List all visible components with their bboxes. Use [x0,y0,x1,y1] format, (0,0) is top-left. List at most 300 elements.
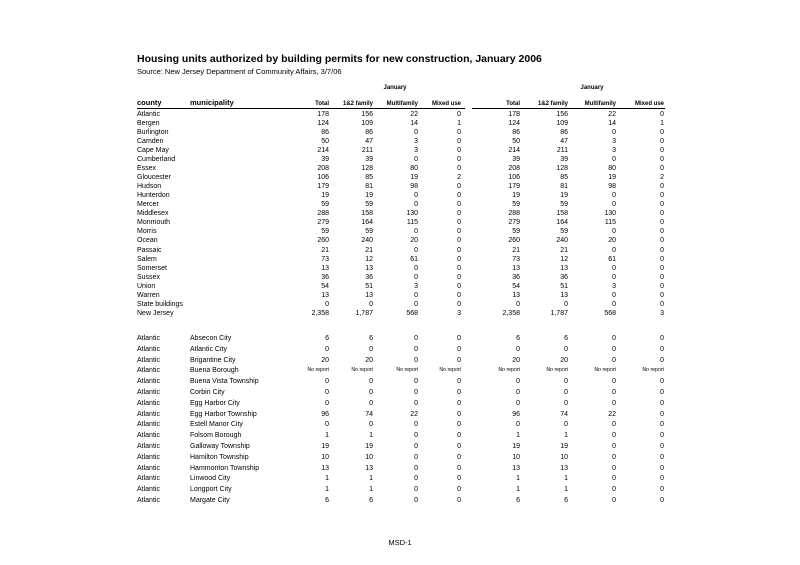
value-multifamily-2: 0 [612,246,616,254]
value-one-two-family-2: 74 [560,410,568,418]
value-mixed-use: 0 [457,246,461,254]
value-mixed-use-2: 0 [660,192,664,200]
value-total-2: 1 [516,432,520,440]
value-multifamily-2: 0 [612,421,616,429]
value-total-2: 0 [516,389,520,396]
value-mixed-use: 0 [457,146,461,154]
value-mixed-use-2: 3 [660,310,664,318]
value-one-two-family-2: 81 [560,183,568,191]
value-one-two-family-2: 10 [560,453,568,461]
value-one-two-family: 86 [365,128,373,136]
value-total-2: 2,358 [502,310,520,318]
county-name: Passaic [137,246,162,254]
value-multifamily-2: 3 [612,282,616,290]
value-multifamily-2: 0 [612,201,616,209]
value-mixed-use-2: 0 [660,389,664,396]
value-one-two-family-2: 1 [564,486,568,494]
value-total: 54 [321,282,329,290]
value-multifamily: 0 [414,335,418,342]
muni-county: Atlantic [137,356,160,364]
value-multifamily-2: 0 [612,345,616,353]
value-multifamily-2: 3 [612,146,616,154]
value-multifamily-2: 0 [612,335,616,342]
value-total: 208 [317,164,329,172]
value-multifamily: 0 [414,378,418,386]
value-multifamily-2: 20 [608,237,616,245]
header-municipality: municipality [190,98,234,107]
value-mixed-use-2: 0 [660,497,664,504]
value-one-two-family-2: 39 [560,155,568,163]
header-one-two-family: 1&2 family [342,101,373,107]
value-multifamily: 22 [410,110,418,118]
value-one-two-family-2: 1,787 [550,310,568,318]
header-county: county [137,98,162,107]
value-multifamily-2: 0 [612,192,616,200]
value-mixed-use: 0 [457,201,461,209]
value-multifamily: 0 [414,291,418,299]
value-total: 0 [325,399,329,407]
muni-county: Atlantic [137,367,160,375]
value-one-two-family: 6 [369,497,373,504]
value-total-2: 0 [516,421,520,429]
value-mixed-use-2: 0 [660,201,664,209]
value-mixed-use-2: 2 [660,173,664,181]
value-mixed-use: 0 [457,155,461,163]
value-one-two-family: 10 [365,453,373,461]
value-multifamily: 3 [414,282,418,290]
value-total: 13 [321,291,329,299]
value-mixed-use: 0 [457,475,461,483]
value-total-2: 19 [512,443,520,450]
value-mixed-use-2: 0 [660,137,664,145]
value-total: 1 [325,475,329,483]
value-mixed-use-2: 0 [660,183,664,191]
value-one-two-family-2: 13 [560,291,568,299]
value-one-two-family: 211 [361,146,373,154]
value-mixed-use: 3 [457,310,461,318]
value-multifamily-2: 568 [604,310,616,318]
value-total-2: 19 [512,192,520,200]
value-mixed-use-2: 0 [660,155,664,163]
municipality-name: Buena Borough [190,367,239,375]
value-mixed-use: 0 [457,356,461,364]
value-mixed-use-2: 0 [660,291,664,299]
value-total: No report [307,367,329,374]
value-mixed-use: 0 [457,497,461,504]
value-one-two-family: 81 [365,183,373,191]
value-one-two-family-2: 0 [564,300,568,308]
county-name: Morris [137,228,157,236]
value-mixed-use: 0 [457,264,461,272]
value-mixed-use: 0 [457,443,461,450]
value-one-two-family: 85 [365,173,373,181]
value-mixed-use: 0 [457,128,461,136]
value-one-two-family-2: 240 [556,237,568,245]
value-total-2: 13 [512,291,520,299]
county-name: Monmouth [137,219,171,227]
value-total-2: 6 [516,335,520,342]
value-multifamily: 0 [414,273,418,281]
county-name: Burlington [137,128,169,136]
municipality-name: Hammonton Township [190,464,260,472]
value-mixed-use: 0 [457,183,461,191]
value-one-two-family: 47 [365,137,373,145]
value-multifamily-2: 115 [604,219,616,227]
muni-county: Atlantic [137,410,160,418]
value-one-two-family-2: 13 [560,264,568,272]
county-name: Cape May [137,146,169,154]
value-one-two-family: 59 [365,228,373,236]
value-mixed-use-2: 0 [660,410,664,418]
value-multifamily-2: 0 [612,356,616,364]
value-mixed-use: 0 [457,432,461,440]
value-one-two-family-2: 13 [560,464,568,472]
municipality-name: Folsom Borough [190,432,242,440]
municipality-name: Linwood City [190,475,231,483]
county-name: Hunterdon [137,192,170,200]
value-multifamily: 22 [410,410,418,418]
value-multifamily-2: 0 [612,464,616,472]
value-multifamily: 19 [410,173,418,181]
value-multifamily-2: 0 [612,378,616,386]
value-multifamily-2: 0 [612,497,616,504]
value-total: 20 [321,356,329,364]
value-mixed-use: 2 [457,173,461,181]
value-one-two-family: 0 [369,399,373,407]
value-total: 73 [321,255,329,263]
value-total-2: 59 [512,201,520,209]
value-mixed-use-2: 0 [660,146,664,154]
value-multifamily: 20 [410,237,418,245]
value-multifamily-2: 0 [612,399,616,407]
value-mixed-use-2: 0 [660,264,664,272]
value-total-2: 13 [512,464,520,472]
value-multifamily: 98 [410,183,418,191]
value-total-2: 124 [508,119,520,127]
municipality-name: Brigantine City [190,356,236,364]
value-mixed-use: 0 [457,228,461,236]
value-mixed-use-2: 0 [660,453,664,461]
header-multifamily-2: Multifamily [584,101,616,107]
value-mixed-use-2: 0 [660,356,664,364]
value-one-two-family-2: 0 [564,399,568,407]
value-mixed-use-2: 0 [660,255,664,263]
value-one-two-family-2: No report [546,367,568,374]
value-multifamily: 0 [414,432,418,440]
county-name: Somerset [137,264,167,272]
value-total: 13 [321,464,329,472]
value-total-2: 1 [516,486,520,494]
value-multifamily-2: 0 [612,291,616,299]
value-total-2: 59 [512,228,520,236]
value-total: 39 [321,155,329,163]
value-total: 106 [317,173,329,181]
value-total: 0 [325,421,329,429]
muni-county: Atlantic [137,453,160,461]
value-mixed-use: No report [439,367,461,374]
value-multifamily-2: 0 [612,155,616,163]
value-total-2: 96 [512,410,520,418]
value-mixed-use: 0 [457,192,461,200]
value-one-two-family-2: 156 [556,110,568,118]
value-total: 59 [321,228,329,236]
value-multifamily: 0 [414,300,418,308]
value-multifamily: 0 [414,128,418,136]
value-mixed-use-2: 0 [660,443,664,450]
value-mixed-use: 0 [457,464,461,472]
municipality-name: Margate City [190,497,230,504]
value-mixed-use-2: 0 [660,219,664,227]
county-name: Ocean [137,237,158,245]
value-mixed-use-2: 0 [660,164,664,172]
value-mixed-use: 0 [457,410,461,418]
value-one-two-family-2: 86 [560,128,568,136]
value-total: 279 [317,219,329,227]
value-one-two-family: 158 [361,210,373,218]
value-one-two-family-2: 85 [560,173,568,181]
header-total: Total [315,101,329,107]
value-mixed-use: 0 [457,110,461,118]
value-mixed-use-2: 0 [660,300,664,308]
value-total-2: 13 [512,264,520,272]
value-mixed-use: 0 [457,291,461,299]
value-multifamily-2: 130 [604,210,616,218]
value-multifamily: 0 [414,464,418,472]
value-total-2: 279 [508,219,520,227]
municipality-name: Corbin City [190,389,225,396]
county-name: Camden [137,137,164,145]
value-total: 178 [317,110,329,118]
value-total-2: 36 [512,273,520,281]
value-one-two-family-2: 0 [564,421,568,429]
value-one-two-family: 109 [361,119,373,127]
value-mixed-use-2: 0 [660,399,664,407]
value-mixed-use-2: 0 [660,237,664,245]
county-name: Bergen [137,119,160,127]
value-multifamily-2: 98 [608,183,616,191]
value-mixed-use-2: 0 [660,210,664,218]
value-multifamily-2: 22 [608,410,616,418]
value-total: 124 [317,119,329,127]
municipality-name: Estell Manor City [190,421,243,429]
value-multifamily: 0 [414,192,418,200]
value-one-two-family: 1 [369,486,373,494]
value-one-two-family-2: 20 [560,356,568,364]
value-multifamily: 0 [414,421,418,429]
value-mixed-use: 0 [457,486,461,494]
value-mixed-use: 0 [457,345,461,353]
value-one-two-family-2: 211 [556,146,568,154]
value-total: 0 [325,300,329,308]
value-mixed-use: 0 [457,421,461,429]
value-mixed-use: 0 [457,453,461,461]
value-total-2: 20 [512,356,520,364]
header-multifamily: Multifamily [386,101,418,107]
value-one-two-family: No report [351,367,373,374]
county-name: State buildings [137,300,183,308]
value-total: 13 [321,264,329,272]
value-total-2: 0 [516,300,520,308]
value-multifamily: 115 [406,219,418,227]
value-mixed-use-2: 0 [660,273,664,281]
value-one-two-family-2: 36 [560,273,568,281]
value-one-two-family: 21 [365,246,373,254]
county-name: Essex [137,164,157,172]
value-total: 288 [317,210,329,218]
value-one-two-family-2: 6 [564,497,568,504]
value-total-2: 86 [512,128,520,136]
value-one-two-family-2: 59 [560,228,568,236]
value-one-two-family-2: 1 [564,475,568,483]
value-multifamily-2: 0 [612,264,616,272]
municipality-name: Egg Harbor City [190,399,240,407]
source-note: Source: New Jersey Department of Community Affairs, 3/7/06 [137,67,342,76]
value-total-2: 0 [516,399,520,407]
value-one-two-family: 0 [369,378,373,386]
value-total: 6 [325,335,329,342]
value-mixed-use: 0 [457,389,461,396]
value-mixed-use-2: 0 [660,475,664,483]
value-mixed-use-2: 0 [660,128,664,136]
value-one-two-family: 1 [369,432,373,440]
value-one-two-family-2: 19 [560,192,568,200]
county-name: New Jersey [137,310,174,318]
value-multifamily: 3 [414,137,418,145]
value-total-2: 106 [508,173,520,181]
value-multifamily-2: 0 [612,228,616,236]
municipality-name: Galloway Township [190,443,250,450]
value-total: 59 [321,201,329,209]
value-mixed-use-2: 0 [660,110,664,118]
value-total-2: 214 [508,146,520,154]
value-multifamily-2: 0 [612,432,616,440]
value-one-two-family: 59 [365,201,373,209]
value-mixed-use: 0 [457,300,461,308]
value-multifamily: 0 [414,453,418,461]
group-label-left: January [383,85,407,91]
value-multifamily-2: 0 [612,389,616,396]
report-title: Housing units authorized by building permits for new construction, January 2006 [137,53,542,65]
value-total: 2,358 [311,310,329,318]
value-one-two-family: 240 [361,237,373,245]
county-name: Middlesex [137,210,169,218]
value-one-two-family-2: 51 [560,282,568,290]
value-multifamily-2: 61 [608,255,616,263]
value-multifamily-2: 80 [608,164,616,172]
value-one-two-family-2: 21 [560,246,568,254]
header-mixed-use-2: Mixed use [634,101,664,107]
header-total-2: Total [506,101,520,107]
value-mixed-use: 0 [457,219,461,227]
muni-county: Atlantic [137,378,160,386]
value-total: 0 [325,378,329,386]
muni-county: Atlantic [137,464,160,472]
county-name: Salem [137,255,157,263]
value-one-two-family-2: 47 [560,137,568,145]
value-one-two-family: 0 [369,389,373,396]
value-total-2: No report [498,367,520,374]
value-total: 179 [317,183,329,191]
value-mixed-use-2: 0 [660,282,664,290]
value-mixed-use: 0 [457,210,461,218]
value-multifamily: 80 [410,164,418,172]
value-total-2: 1 [516,475,520,483]
value-mixed-use-2: 0 [660,464,664,472]
value-total-2: 10 [512,453,520,461]
value-mixed-use-2: 0 [660,486,664,494]
county-name: Cumberland [137,155,176,163]
value-multifamily-2: 0 [612,475,616,483]
value-multifamily: 14 [410,119,418,127]
value-one-two-family: 20 [365,356,373,364]
value-total-2: 21 [512,246,520,254]
municipality-name: Longport City [190,486,232,494]
value-total: 19 [321,192,329,200]
value-multifamily-2: 0 [612,300,616,308]
value-one-two-family: 0 [369,300,373,308]
value-one-two-family: 1,787 [355,310,373,318]
value-mixed-use: 0 [457,164,461,172]
value-mixed-use-2: 0 [660,246,664,254]
value-total-2: 54 [512,282,520,290]
value-one-two-family-2: 128 [556,164,568,172]
value-mixed-use-2: 0 [660,378,664,386]
value-multifamily-2: 0 [612,273,616,281]
county-name: Gloucester [137,173,171,181]
value-multifamily: 0 [414,345,418,353]
value-multifamily: 0 [414,399,418,407]
value-mixed-use: 0 [457,282,461,290]
value-mixed-use-2: 0 [660,421,664,429]
value-mixed-use: 0 [457,137,461,145]
muni-county: Atlantic [137,389,160,396]
value-total-2: 208 [508,164,520,172]
municipality-name: Buena Vista Township [190,378,259,386]
value-total: 0 [325,345,329,353]
value-mixed-use: 0 [457,378,461,386]
value-multifamily: No report [396,367,418,374]
value-one-two-family-2: 109 [556,119,568,127]
county-name: Warren [137,291,160,299]
value-mixed-use-2: No report [642,367,664,374]
value-multifamily-2: No report [594,367,616,374]
value-total-2: 39 [512,155,520,163]
value-total-2: 179 [508,183,520,191]
value-total-2: 6 [516,497,520,504]
value-multifamily: 568 [406,310,418,318]
county-name: Sussex [137,273,160,281]
value-multifamily: 0 [414,264,418,272]
value-multifamily-2: 22 [608,110,616,118]
value-mixed-use: 0 [457,335,461,342]
muni-county: Atlantic [137,486,160,494]
value-multifamily-2: 3 [612,137,616,145]
value-multifamily: 0 [414,356,418,364]
value-one-two-family: 36 [365,273,373,281]
municipality-name: Hamilton Township [190,453,249,461]
value-mixed-use: 0 [457,237,461,245]
value-total: 19 [321,443,329,450]
value-total-2: 288 [508,210,520,218]
value-mixed-use: 1 [457,119,461,127]
muni-county: Atlantic [137,421,160,429]
value-multifamily: 0 [414,497,418,504]
muni-county: Atlantic [137,335,160,342]
value-total: 50 [321,137,329,145]
county-name: Atlantic [137,110,160,118]
header-mixed-use: Mixed use [431,101,461,107]
value-total: 6 [325,497,329,504]
